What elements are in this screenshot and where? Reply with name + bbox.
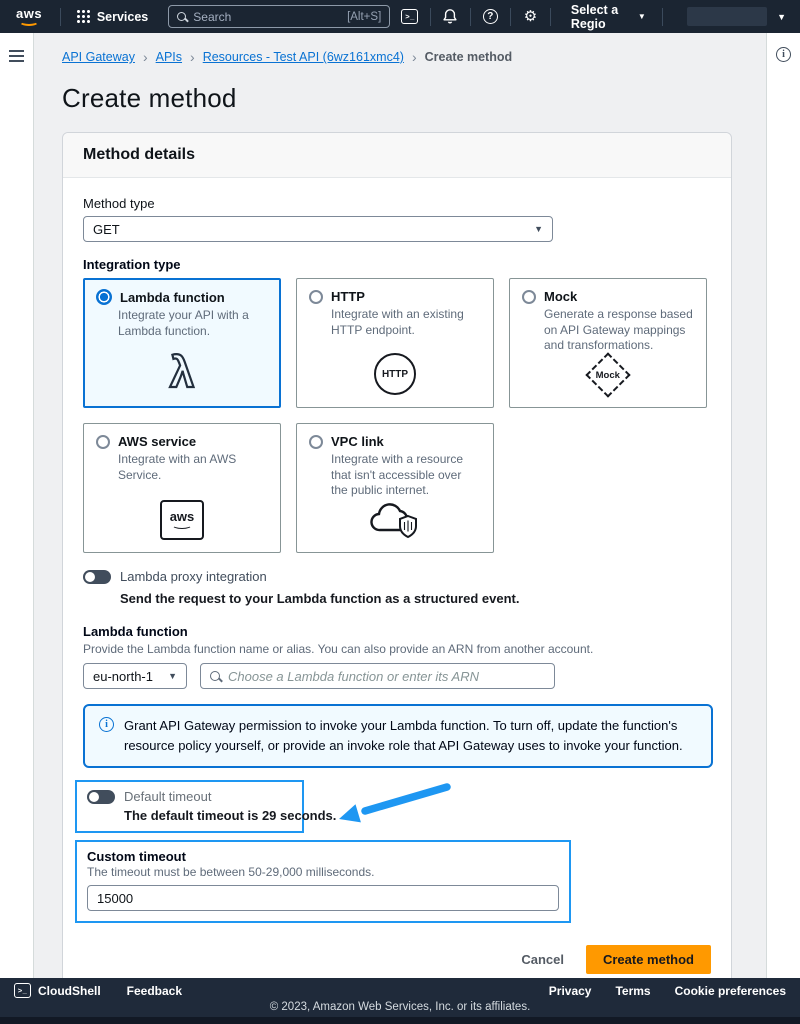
footer-bottom-strip <box>0 1017 800 1024</box>
services-menu[interactable] <box>71 10 154 24</box>
radio-icon[interactable] <box>309 435 323 449</box>
default-timeout-label: Default timeout <box>124 789 212 805</box>
radio-icon[interactable] <box>309 290 323 304</box>
lambda-proxy-toggle[interactable] <box>83 570 111 584</box>
tile-desc: Integrate your API with a Lambda function. <box>118 308 249 338</box>
tile-title: Lambda function <box>120 289 225 305</box>
hamburger-menu-icon[interactable] <box>6 47 27 65</box>
cloudshell-button[interactable] <box>400 5 419 29</box>
nav-divider <box>60 8 61 26</box>
services-grid-icon <box>77 10 90 23</box>
tile-desc: Generate a response based on API Gateway mappings and transformations. <box>544 307 693 353</box>
tile-desc: Integrate with an AWS Service. <box>118 452 237 482</box>
footer-cloudshell-button[interactable] <box>14 983 101 998</box>
default-timeout-annotation-box <box>75 780 337 833</box>
footer-bar <box>0 978 800 1024</box>
tile-title: HTTP <box>331 289 365 304</box>
method-details-panel <box>62 132 732 978</box>
nav-divider <box>510 8 511 26</box>
method-type-select[interactable] <box>83 216 553 242</box>
lambda-function-label: Lambda function <box>83 624 188 639</box>
tile-mock[interactable] <box>509 278 707 408</box>
aws-logo-text: aws <box>16 5 43 21</box>
tile-desc: Integrate with an existing HTTP endpoint. <box>331 307 464 337</box>
lambda-function-desc: Provide the Lambda function name or alias. You can also provide an ARN from another account. <box>83 642 594 656</box>
chevron-down-icon: ▼ <box>637 12 646 21</box>
cloudshell-icon: >_ <box>401 9 418 24</box>
radio-selected-icon[interactable] <box>96 289 112 305</box>
default-timeout-toggle[interactable] <box>87 790 115 804</box>
breadcrumb-apis[interactable]: APIs <box>155 50 183 64</box>
nav-divider <box>430 8 431 26</box>
help-button[interactable] <box>481 5 500 29</box>
footer-copyright: © 2023, Amazon Web Services, Inc. or its affiliates. <box>269 1001 531 1013</box>
top-navbar <box>0 0 800 33</box>
method-type-label: Method type <box>83 196 155 211</box>
panel-body <box>63 178 731 978</box>
right-help-rail <box>766 33 800 978</box>
breadcrumb-separator-icon: › <box>142 49 148 65</box>
chevron-down-icon: ▼ <box>168 671 177 681</box>
breadcrumb-resources[interactable]: Resources - Test API (6wz161xmc4) <box>202 50 404 64</box>
left-sidebar-rail <box>0 33 34 978</box>
panel-header <box>63 133 731 178</box>
tile-title: VPC link <box>331 434 384 449</box>
search-icon <box>210 671 220 681</box>
lambda-function-field <box>83 624 711 689</box>
tile-title: AWS service <box>118 434 197 449</box>
http-icon: HTTP <box>374 353 416 395</box>
aws-service-icon: aws <box>160 500 204 540</box>
lambda-proxy-desc: Send the request to your Lambda function as a structured event. <box>120 591 520 606</box>
main-content <box>34 33 766 978</box>
default-timeout-section <box>83 780 711 833</box>
footer-terms-link[interactable]: Terms <box>615 983 651 998</box>
breadcrumb-separator-icon: › <box>190 49 195 65</box>
custom-timeout-desc: The timeout must be between 50-29,000 milliseconds. <box>87 865 375 880</box>
lambda-arn-input[interactable] <box>228 669 545 684</box>
help-panel-info-icon[interactable]: i <box>776 47 791 62</box>
search-icon <box>177 12 186 21</box>
breadcrumb <box>62 49 738 65</box>
lambda-region-select[interactable] <box>83 663 187 689</box>
custom-timeout-annotation-box <box>75 840 571 923</box>
region-selector[interactable] <box>565 3 652 31</box>
tile-http[interactable] <box>296 278 494 408</box>
radio-icon[interactable] <box>96 435 110 449</box>
info-alert <box>83 704 713 768</box>
search-placeholder: Search <box>193 9 232 24</box>
integration-type-label: Integration type <box>83 257 181 272</box>
gear-icon: ⚙ <box>523 8 538 25</box>
lambda-region-value: eu-north-1 <box>93 668 153 684</box>
breadcrumb-separator-icon: › <box>411 49 417 65</box>
lambda-arn-input-wrap <box>200 663 555 689</box>
custom-timeout-label: Custom timeout <box>87 849 186 865</box>
aws-smile-icon <box>19 17 39 26</box>
chevron-down-icon: ▼ <box>534 224 543 234</box>
aws-logo[interactable] <box>16 5 43 26</box>
nav-divider <box>662 8 663 26</box>
footer-cookie-link[interactable]: Cookie preferences <box>674 983 786 998</box>
app-layout <box>0 33 800 978</box>
cancel-button[interactable]: Cancel <box>521 952 564 968</box>
lambda-proxy-label: Lambda proxy integration <box>120 569 267 584</box>
account-chevron-down-icon[interactable]: ▼ <box>777 11 787 22</box>
footer-privacy-link[interactable]: Privacy <box>548 983 592 998</box>
breadcrumb-current: Create method <box>424 50 513 64</box>
account-menu[interactable] <box>687 7 768 26</box>
region-label: Select a Regio <box>570 2 619 31</box>
tile-desc: Integrate with a resource that isn't accessible over the public internet. <box>331 452 464 498</box>
custom-timeout-input[interactable] <box>87 885 559 911</box>
integration-type-group <box>83 278 713 553</box>
services-label: Services <box>96 9 149 24</box>
form-actions <box>83 945 711 974</box>
mock-icon: Mock <box>585 352 630 397</box>
search-shortcut: [Alt+S] <box>347 10 382 23</box>
footer-cloudshell-label: CloudShell <box>38 983 101 998</box>
tile-lambda-function[interactable] <box>83 278 281 408</box>
tile-title: Mock <box>544 289 578 304</box>
tile-aws-service[interactable] <box>83 423 281 553</box>
bell-icon <box>442 8 458 25</box>
breadcrumb-api-gateway[interactable]: API Gateway <box>62 50 135 64</box>
default-timeout-toggle-row <box>87 789 292 804</box>
annotation-arrow-icon <box>329 780 455 824</box>
footer-feedback-link[interactable]: Feedback <box>126 983 183 998</box>
cloudshell-icon: >_ <box>14 983 31 998</box>
create-method-button[interactable]: Create method <box>586 945 711 974</box>
panel-title: Method details <box>83 146 196 163</box>
info-icon: i <box>99 717 114 732</box>
page-title: Create method <box>62 83 237 113</box>
method-type-value: GET <box>93 221 120 237</box>
vpc-link-icon <box>368 499 422 541</box>
default-timeout-desc: The default timeout is 29 seconds. <box>124 808 337 824</box>
nav-search-input[interactable] <box>168 5 390 28</box>
settings-button[interactable] <box>521 5 540 29</box>
nav-divider <box>550 8 551 26</box>
help-icon: ? <box>483 9 498 24</box>
tile-vpc-link[interactable] <box>296 423 494 553</box>
notifications-button[interactable] <box>440 5 459 29</box>
nav-divider <box>470 8 471 26</box>
lambda-proxy-toggle-row <box>83 569 711 584</box>
radio-icon[interactable] <box>522 290 536 304</box>
info-alert-text: Grant API Gateway permission to invoke your Lambda function. To turn off, update the function's resource policy yourself, or provide an invoke role that API Gateway uses to invoke your function. <box>124 718 683 754</box>
lambda-icon: λ <box>169 348 195 397</box>
